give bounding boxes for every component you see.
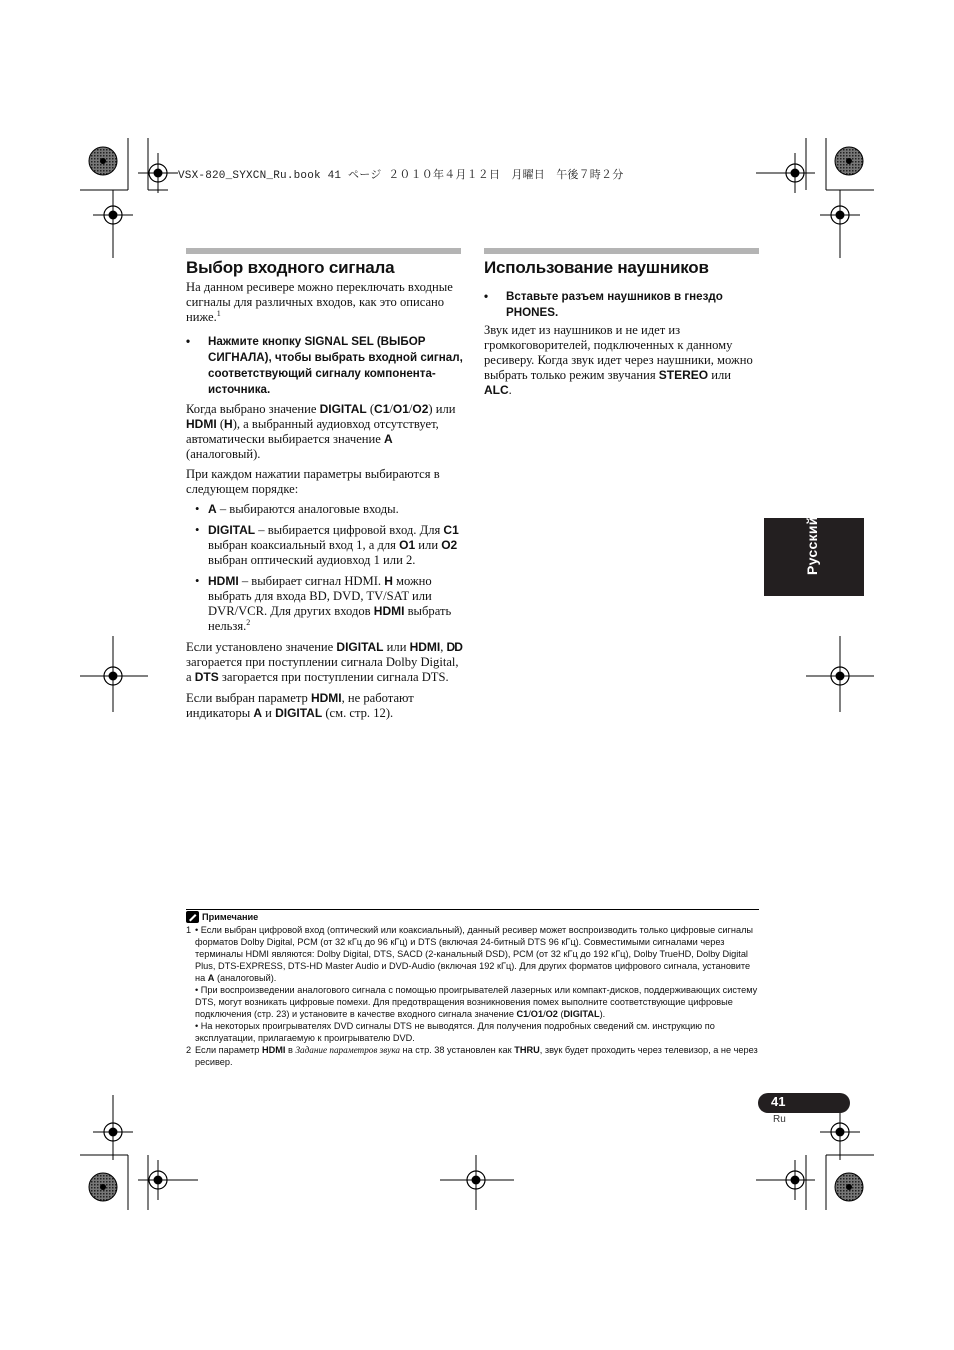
page-language: Ru [773, 1114, 786, 1125]
order-paragraph: При каждом нажатии параметры выбираются в следующем порядке: [186, 467, 440, 496]
note-divider [186, 909, 759, 910]
starburst-icon [89, 1173, 117, 1201]
hdmi-paragraph: Если выбран параметр HDMI, не работают индикаторы A и DIGITAL (см. стр. 12). [186, 691, 414, 720]
note-item: 1 • Если выбран цифровой вход (оптический или коаксиальный), данный ресивер может воспроизводить только цифровые сигналы форматов Dolby Digital, PCM (от 32 кГц до 96 кГц) и DTS (включая 24-битный DTS 96 кГц). Совместимыми сигналами через терминалы HDMI являются: Dolby Digital, DTS, SACD (2-канальный DSD), PCM (от 32 кГц до 192 кГц), Dolby TrueHD, Dolby Digital Plus, DTS-EXPRESS, DTS-HD Master Audio и DVD-Audio (включая 192 кГц). Для других форматов цифрового сигнала, установите на A (аналоговый). [186, 925, 754, 983]
page-number-badge [758, 1093, 850, 1113]
digital-paragraph: Когда выбрано значение DIGITAL (C1/O1/O2) или HDMI (H), а выбранный аудиовход отсутствует, автоматически выбирается значение A (аналоговый). [186, 402, 456, 461]
note-item: • При воспроизведении аналогового сигнала с помощью проигрывателей лазерных или компакт-дисков, поддерживающих систему DTS, могут возникать цифровые помехи. Для предотвращения возникновения помех выполните соответствующие цифровые подключения (стр. 23) и установите в качестве входного сигнала значение C1/O1/O2 (DIGITAL). [195, 985, 758, 1019]
intro-paragraph: На данном ресивере можно переключать входные сигналы для различных входов, как это описано ниже.$^1$ [186, 280, 453, 324]
language-tab [764, 518, 864, 596]
note-item: 2 Если параметр HDMI в Задание параметров звука на стр. 38 установлен как THRU, звук будет проходить через телевизор, а не через ресивер. [186, 1045, 758, 1067]
page-number: 41 [771, 1094, 786, 1109]
indicator-paragraph: Если установлено значение DIGITAL или HDMI, DD загорается при поступлении сигнала Dolby Digital, а DTS загорается при поступлении сигнала DTS. [186, 640, 462, 684]
list-item: • DIGITAL – выбирается цифровой вход. Для C1 выбран коаксиальный вход 1, а для O1 или O2 выбран оптический аудиовход 1 или 2. [195, 523, 459, 567]
left-section-title: Выбор входного сигнала [186, 258, 395, 277]
step-instruction: • Нажмите кнопку SIGNAL SEL (ВЫБОР СИГНАЛА), чтобы выбрать входной сигнал, соответствующий сигналу компонента-источника. [186, 335, 463, 396]
left-column [186, 280, 464, 721]
note-item: • На некоторых проигрывателях DVD сигналы DTS не выводятся. Для получения подробных сведений см. инструкцию по эксплуатации, прилагаемую к проигрывателю DVD. [195, 1021, 715, 1043]
right-column [484, 289, 758, 398]
registration-mark-icon [138, 153, 178, 193]
list-item: • A – выбираются аналоговые входы. [195, 502, 399, 516]
notes-section [186, 911, 758, 1068]
headphones-paragraph: Звук идет из наушников и не идет из громкоговорителей, подключенных к данному ресиверу. Когда звук идет через наушники, можно выбрать только режим звучания STEREO или ALC. [484, 323, 753, 397]
starburst-icon [89, 147, 117, 175]
registration-mark-icon [775, 153, 815, 193]
right-section-title: Использование наушников [484, 258, 709, 277]
print-header: VSX-820_SYXCN_Ru.book 41 ページ ２０１０年４月１２日 月曜日 午後７時２分 [178, 170, 624, 182]
step-instruction: • Вставьте разъем наушников в гнездо PHONES. [484, 290, 723, 319]
note-icon [186, 911, 199, 923]
dolby-digital-icon: DD [446, 640, 462, 654]
left-section-rule [186, 248, 461, 254]
starburst-icon [835, 1173, 863, 1201]
starburst-icon [835, 147, 863, 175]
list-item: • HDMI – выбирает сигнал HDMI. H можно выбрать для входа BD, DVD, TV/SAT или DVR/VCR. Для других входов HDMI выбрать нельзя.$^2$ [195, 574, 452, 633]
right-section-rule [484, 248, 759, 254]
note-heading: Примечание [186, 911, 758, 923]
language-tab-label: Русский [804, 516, 820, 575]
